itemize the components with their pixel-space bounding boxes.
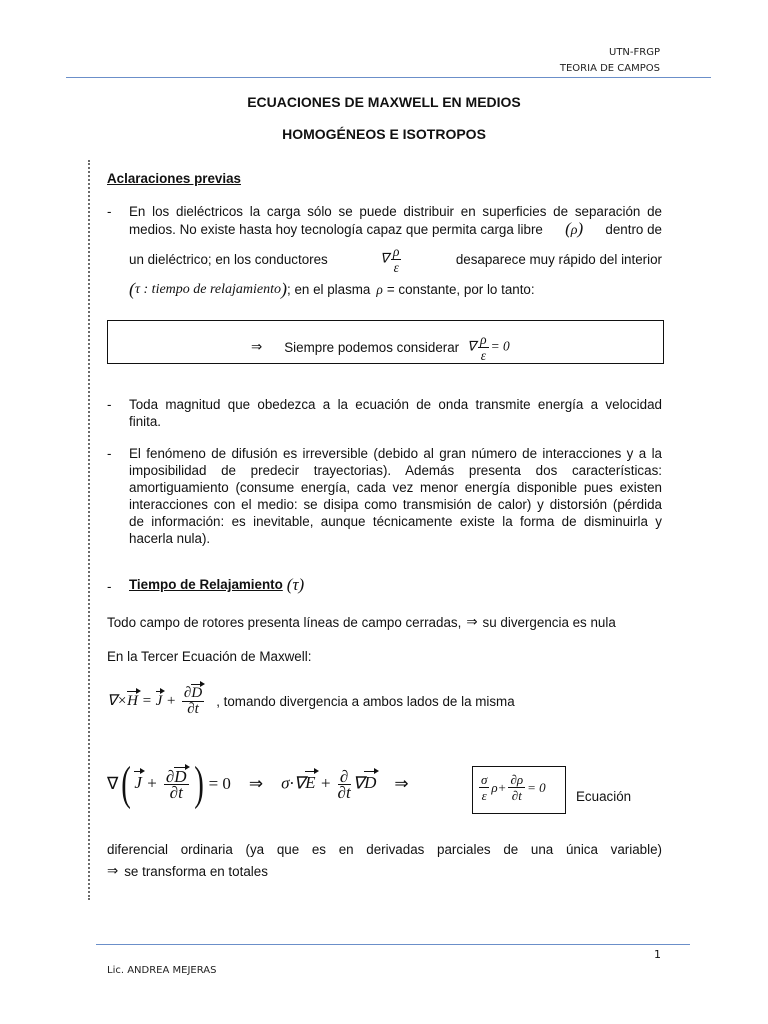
- bullet-marker: -: [107, 204, 112, 219]
- rho-symbol-plasma: ρ: [376, 282, 383, 297]
- bullet1-line4-end: = constante, por lo tanto:: [386, 282, 535, 297]
- section-heading-tiempo: [129, 576, 304, 593]
- document-subtitle: HOMOGÉNEOS E ISOTROPOS: [282, 126, 486, 142]
- rho-symbol: (ρ): [565, 219, 584, 238]
- equation-label: Ecuación: [576, 789, 632, 804]
- tau-relax-math: (: [129, 279, 135, 299]
- implies-arrow: ⇒: [107, 864, 119, 879]
- bullet3-line4: interacciones con el medio: se disipa como transmisión de calor) y distorsión (pérdida: [129, 497, 662, 512]
- divergence-argument: J + $\frac{\partial D}{\partial t}$: [134, 766, 187, 802]
- box-content: [251, 332, 510, 363]
- bullet1-line2-end: dentro de: [605, 222, 662, 237]
- bullet1-line4: ( τ : tiempo de relajamiento ) ; en el plasma ρ = constante, por lo tanto:: [129, 279, 535, 299]
- page-number: 1: [654, 948, 661, 961]
- footer-rule: [96, 944, 690, 945]
- nabla-rho-over-epsilon: ∇ $\frac{\rho}{\varepsilon}$: [380, 244, 400, 275]
- curl-h-equation: ∇×H = J + $\frac{\partial D}{\partial t}$: [107, 685, 203, 717]
- header-subject: TEORIA DE CAMPOS: [559, 63, 660, 74]
- box-text: Siempre podemos considerar: [284, 340, 460, 355]
- relaxation-equation-box: [472, 766, 566, 814]
- bullet1-line3-text: un dieléctrico; en los conductores: [129, 252, 328, 267]
- bullet-marker: -: [107, 579, 112, 594]
- bullet3-line3: amortiguamiento (consume energía, cada vez menor energía disponible pues existen: [129, 480, 662, 495]
- implies-arrow: ⇒: [248, 774, 264, 794]
- sigma-divergence-expression: σ·∇E + $\frac{\partial}{\partial t}$ ∇D: [281, 766, 377, 802]
- header-org: UTN-FRGP: [609, 47, 660, 58]
- paragraph-tercer-ecuacion: En la Tercer Ecuación de Maxwell:: [107, 649, 312, 664]
- tiempo-heading-text: Tiempo de Relajamiento: [129, 577, 283, 592]
- paragraph-diferencial-line1: diferencial ordinaria (ya que es en derivadas parciales de una única variable): [107, 842, 662, 857]
- paragraph-diferencial-line2: [107, 863, 268, 880]
- footer-author: Lic. ANDREA MEJERAS: [107, 965, 217, 976]
- bullet3-line2: imposibilidad de predecir trayectorias). Además presenta dos características:: [129, 463, 662, 478]
- bullet3-line1: El fenómeno de difusión es irreversible (debido al gran número de interacciones y a la: [129, 446, 662, 461]
- paragraph-rotores: [107, 614, 616, 631]
- bullet1-line3: [129, 244, 662, 275]
- equation-maxwell-note: , tomando divergencia a ambos lados de la misma: [216, 694, 515, 709]
- bullet1-line2-text: medios. No existe hasta hoy tecnología capaz que permita carga libre: [129, 222, 543, 237]
- bullet1-line2: [129, 220, 662, 239]
- section-heading-aclaraciones: Aclaraciones previas: [107, 171, 241, 186]
- nabla-symbol: ∇: [107, 774, 119, 793]
- highlight-box: [107, 320, 664, 364]
- document-title: ECUACIONES DE MAXWELL EN MEDIOS: [247, 94, 521, 110]
- implies-arrow: ⇒: [394, 774, 409, 794]
- nabla-rho-eps-zero: ∇ $\frac{\rho}{\varepsilon}$ = 0: [467, 332, 510, 363]
- implies-arrow: ⇒: [466, 615, 478, 630]
- paragraph-rotores-text: Todo campo de rotores presenta líneas de campo cerradas,: [107, 615, 462, 630]
- equation-divergence: ∇ ( J + $\frac{\partial D}{\partial t}$ ) = 0 ⇒ σ·∇E + $\frac{\partial}{\partial t}$ ∇D ⇒: [107, 757, 409, 810]
- bullet2-line2: finita.: [129, 414, 162, 429]
- bullet1-line1: En los dieléctricos la carga sólo se puede distribuir en superficies de separación de: [129, 204, 662, 219]
- paragraph-rotores-end: su divergencia es nula: [482, 615, 616, 630]
- bullet3-line6: hacerla nula).: [129, 531, 211, 546]
- tau-symbol: (τ): [286, 575, 305, 594]
- implies-arrow: ⇒: [251, 340, 263, 355]
- bullet-marker: -: [107, 446, 112, 461]
- margin-dotted-line: [88, 160, 90, 900]
- bullet3-line5: de información: es inevitable, aunque técnicamente existe la forma de disminuirla y: [129, 514, 662, 529]
- tau-relax-text: τ : tiempo de relajamiento: [135, 282, 282, 297]
- paragraph-diferencial-text: se transforma en totales: [124, 864, 268, 879]
- bullet1-line3-end: desaparece muy rápido del interior: [455, 252, 662, 267]
- bullet-marker: -: [107, 397, 112, 412]
- equation-maxwell-curl: [107, 686, 515, 717]
- relaxation-equation: $\frac{\sigma}{\varepsilon}$ ρ + $\frac{\partial\rho}{\partial t}$ = 0: [481, 772, 546, 803]
- header-rule: [66, 77, 711, 78]
- bullet2-line1: Toda magnitud que obedezca a la ecuación de onda transmite energía a velocidad: [129, 397, 662, 412]
- bullet1-line4-text: ; en el plasma: [287, 282, 371, 297]
